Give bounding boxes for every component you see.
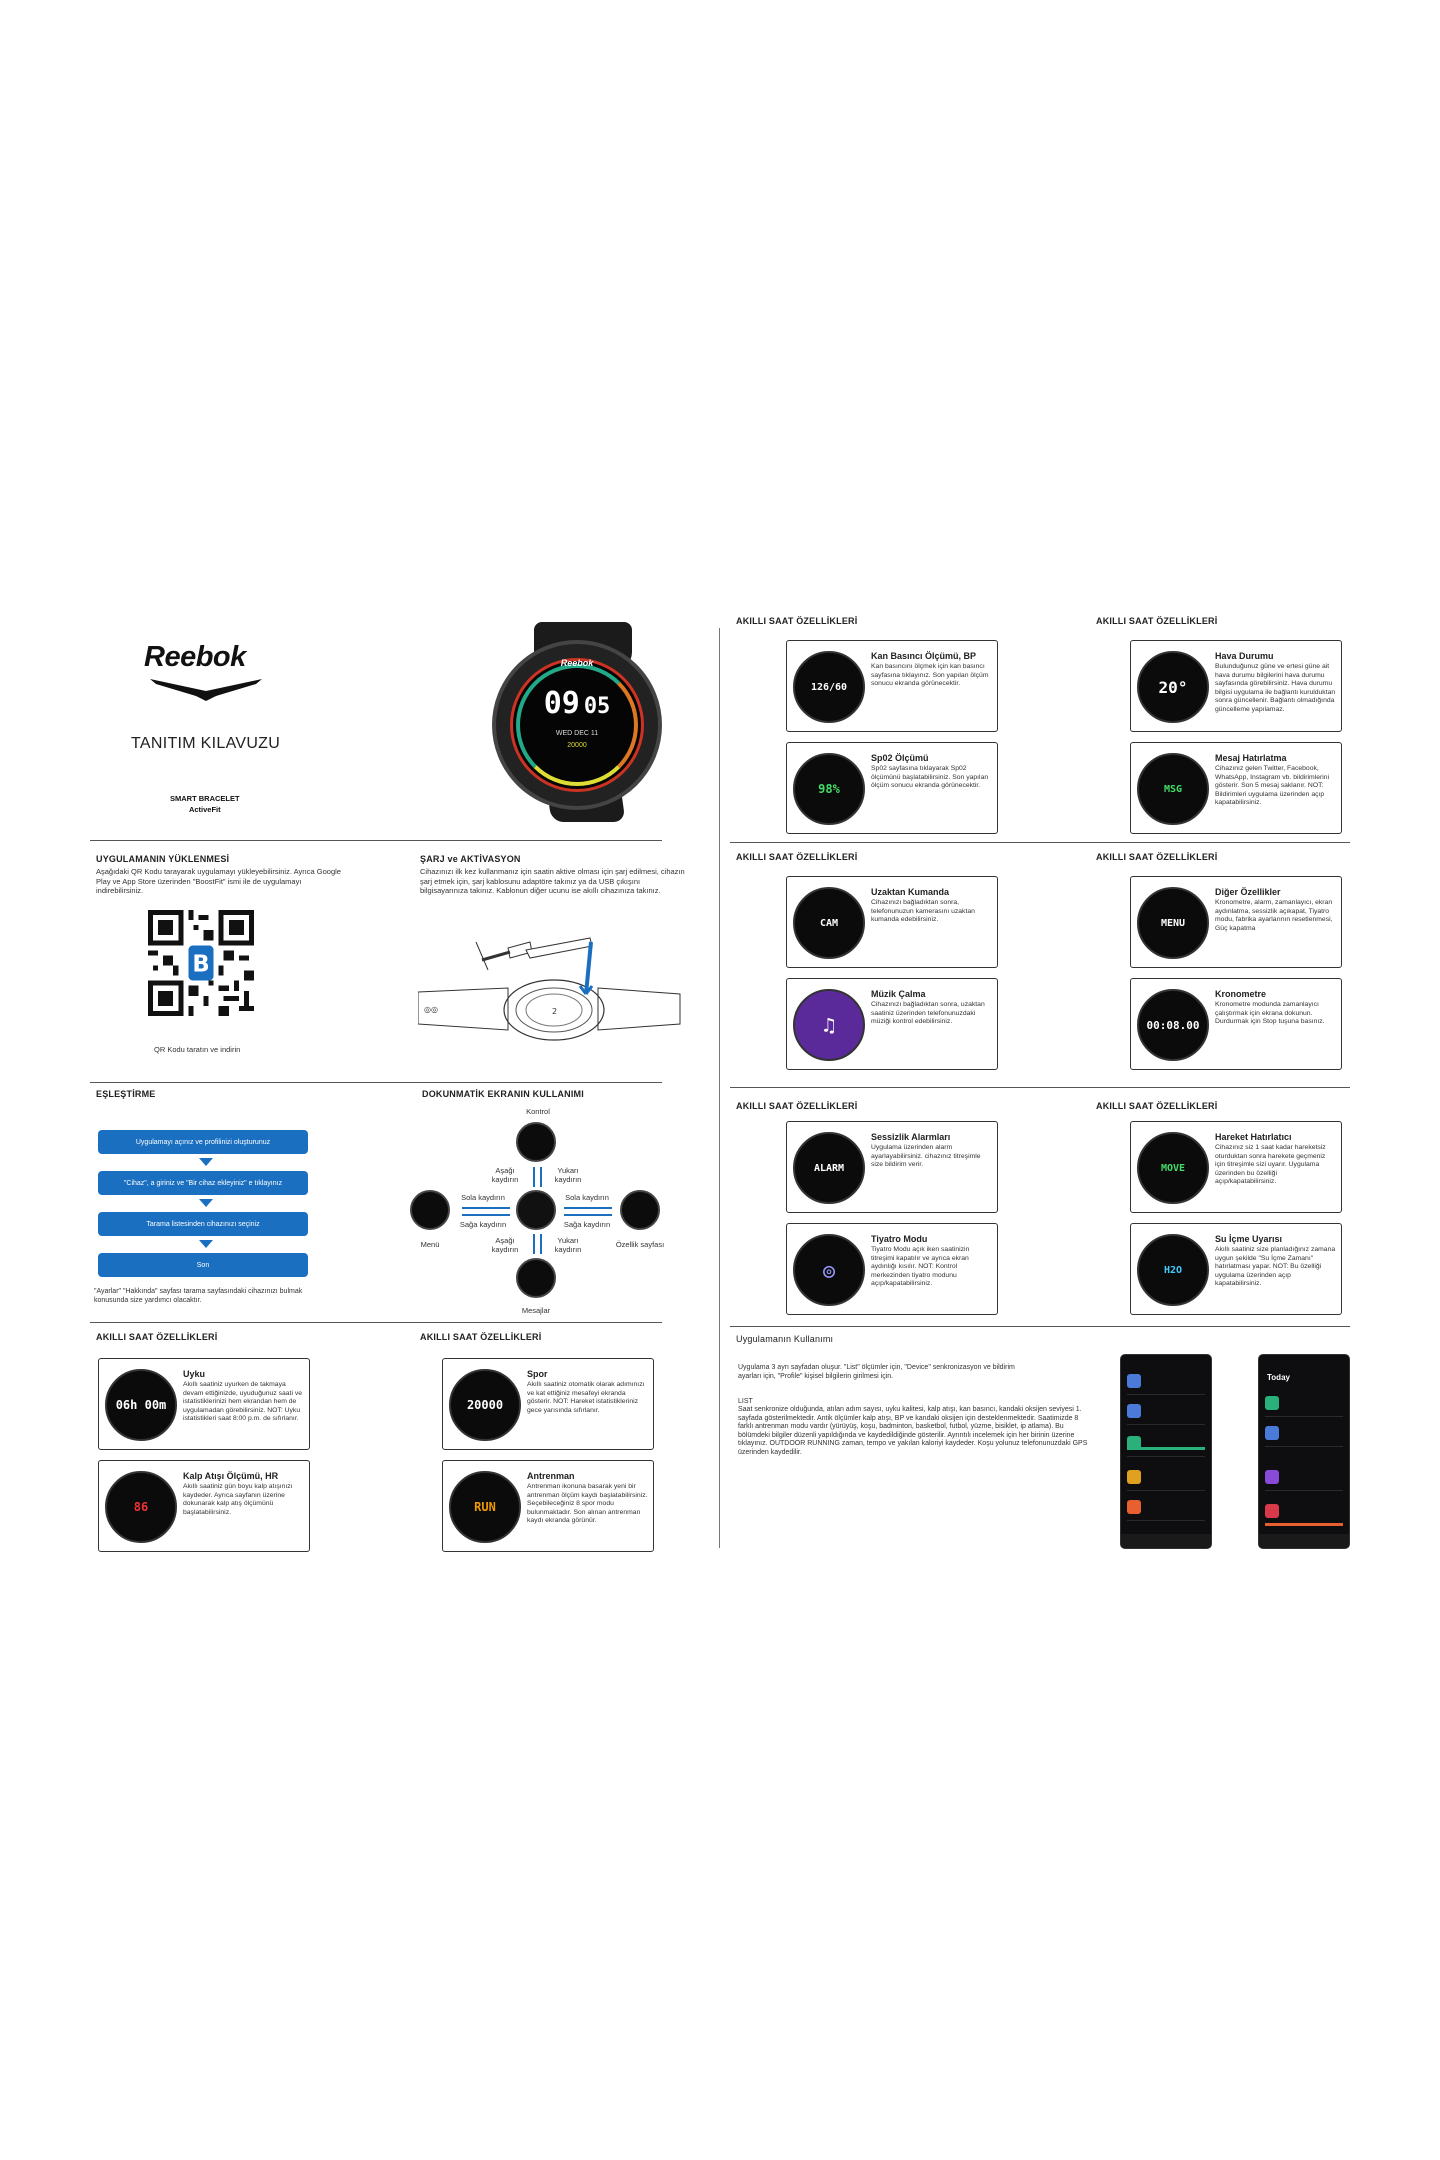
feature-card-move-reminder: MOVE Hareket Hatırlatıcı Cihazınız siz 1 saat kadar hareketsiz oturduktan sonra harekete geçmeniz için titreşimle sizi uyarır. Uygulama üzerinden bu özelliği açıp/kapatabilirsiniz. (1130, 1121, 1342, 1213)
label-mesajlar: Mesajlar (521, 1306, 551, 1315)
message-watch-face: MSG (1137, 753, 1209, 825)
feature-card-silent-alarm: ALARM Sessizlik Alarmları Uygulama üzerinden alarm ayarlayabilirsiniz. cihazınız titreşimle size bildirim verir. (786, 1121, 998, 1213)
page-spine (719, 628, 720, 1548)
label-asagi-1: Aşağı kaydırın (491, 1166, 519, 1184)
sport-watch-face: 20000 (449, 1369, 521, 1441)
pairing-step-3[interactable]: Tarama listesinden cihazınızı seçiniz (98, 1212, 308, 1236)
swipe-arrow-vertical (533, 1234, 535, 1254)
label-yukari-2: Yukarı kaydırın (554, 1236, 582, 1254)
svg-text:2: 2 (552, 1007, 558, 1016)
feature-card-spo2: 98% Sp02 Ölçümü Sp02 sayfasına tıklayarak Sp02 ölçümünü başlatabilirsiniz. Son yapılan ölçüm sonucu ekranda görünecektir. (786, 742, 998, 834)
watch-messages (516, 1258, 556, 1298)
pairing-step-1[interactable]: Uygulamayı açınız ve profilinizi oluşturunuz (98, 1130, 308, 1154)
label-sola-2: Sola kaydırın (565, 1193, 609, 1202)
reebok-vector-icon (144, 675, 268, 703)
today-title: Today (1267, 1373, 1290, 1382)
feature-card-other: MENU Diğer Özellikler Kronometre, alarm, zamanlayıcı, ekran aydınlatma, sessizlik açıkapat, Tiyatro modu, fabrika ayarlarının resetlenmesi, Güç kapatma (1130, 876, 1342, 968)
app-screenshot-today (1258, 1354, 1350, 1549)
feature-card-theater-mode: ◎ Tiyatro Modu Tiyatro Modu açık iken saatinizin titreşimi kapatılır ve ayrıca ekran aydınlığı kısılır. NOT: Kontrol merkezinden tiyatro modunu açıp/kapatabilirsiniz. (786, 1223, 998, 1315)
pairing-heading: EŞLEŞTİRME (96, 1089, 156, 1099)
swipe-arrow-horizontal (564, 1207, 612, 1209)
feature-card-weather: 20° Hava Durumu Bulunduğunuz güne ve ertesi güne ait hava durumu bilgilerini hava durumu sayfasında görebilirsiniz. Hava durumu bilgisi uygulama ile bağlantı kurulduktan sonra güncellenir. Bağlantı olmadığında güncelleme yapılamaz. (1130, 640, 1342, 732)
reebok-logo (144, 641, 268, 703)
water-watch-face: H2O (1137, 1234, 1209, 1306)
pairing-note: "Ayarlar" "Hakkında" sayfası tarama sayfasındaki cihazınızı bulmak konusunda size yardımcı olacaktır. (94, 1288, 303, 1304)
svg-text:B: B (192, 951, 210, 978)
camera-watch-face: CAM (793, 887, 865, 959)
watch-menu (410, 1190, 450, 1230)
feature-card-heart-rate: 86 Kalp Atışı Ölçümü, HR Akıllı saatiniz gün boyu kalp atışınızı kaydeder. Ayrıca sayfanın üzerine dokunarak kalp atış ölçümünü başlatabilirsiniz. (98, 1460, 310, 1552)
hero-brand: Reebok (560, 658, 594, 668)
feature-card-remote-camera: CAM Uzaktan Kumanda Cihazınızı bağladıktan sonra, telefonunuzun kamerasını uzaktan kumanda edebilirsiniz. (786, 876, 998, 968)
app-usage-list-title: LIST (738, 1398, 753, 1405)
training-watch-face: RUN (449, 1471, 521, 1543)
theater-watch-face: ◎ (793, 1234, 865, 1306)
label-saga-1: Sağa kaydırın (459, 1220, 507, 1229)
move-watch-face: MOVE (1137, 1132, 1209, 1204)
feature-card-blood-pressure: 126/60 Kan Basıncı Ölçümü, BP Kan basıncını ölçmek için kan basıncı sayfasına tıklayınız. Son yapılan ölçüm sonucu ekranda görünecektir. (786, 640, 998, 732)
heart-rate-watch-face: 86 (105, 1471, 177, 1543)
swipe-arrow-horizontal (564, 1214, 612, 1216)
hero-hour: 09 (543, 686, 580, 721)
hero-steps: 20000 (567, 742, 587, 749)
label-sola-1: Sola kaydırın (461, 1193, 505, 1202)
other-watch-face: MENU (1137, 887, 1209, 959)
install-heading: UYGULAMANIN YÜKLENMESİ (96, 854, 230, 864)
label-yukari-1: Yukarı kaydırın (554, 1166, 582, 1184)
swipe-arrow-horizontal (462, 1214, 510, 1216)
pairing-step-4[interactable]: Son (98, 1253, 308, 1277)
features-right-heading-2a: AKILLI SAAT ÖZELLİKLERİ (736, 852, 858, 862)
features-left-heading-2: AKILLI SAAT ÖZELLİKLERİ (420, 1332, 542, 1342)
app-usage-intro: Uygulama 3 ayrı sayfadan oluşur. "List" ölçümler için, "Device" senkronizasyon ve bildirim ayarları için, "Profile" kişisel bilgilerin girilmesi için. (738, 1364, 1015, 1380)
product-line: SMART BRACELET ActiveFit (170, 794, 240, 814)
swipe-arrow-horizontal (462, 1207, 510, 1209)
swipe-arrow-vertical (540, 1167, 542, 1187)
feature-card-stopwatch: 00:08.00 Kronometre Kronometre modunda zamanlayıcı çalıştırmak için ekrana dokunun. Durdurmak için Stop tuşuna basınız. (1130, 978, 1342, 1070)
pairing-step-2[interactable]: "Cihaz", a giriniz ve "Bir cihaz ekleyiniz" e tıklayınız (98, 1171, 308, 1195)
sleep-watch-face: 06h 00m (105, 1369, 177, 1441)
arrow-down-icon (199, 1158, 213, 1166)
manual-title: TANITIM KILAVUZU (131, 735, 281, 752)
features-right-heading-1a: AKILLI SAAT ÖZELLİKLERİ (736, 616, 858, 626)
bp-watch-face: 126/60 (793, 651, 865, 723)
features-right-heading-1b: AKILLI SAAT ÖZELLİKLERİ (1096, 616, 1218, 626)
app-screenshot-list (1120, 1354, 1212, 1549)
install-body: Aşağıdaki QR Kodu tarayarak uygulamayı yükleyebilirsiniz. Ayrıca Google Play ve App Store üzerinden "BoostFit" ismi ile de uygulamayı indirebilirsiniz. (96, 867, 341, 895)
hero-watch (486, 622, 682, 822)
label-asagi-2: Aşağı kaydırın (491, 1236, 519, 1254)
weather-watch-face: 20° (1137, 651, 1209, 723)
watch-feature-page (620, 1190, 660, 1230)
stopwatch-watch-face: 00:08.00 (1137, 989, 1209, 1061)
watch-control (516, 1122, 556, 1162)
feature-card-messages: MSG Mesaj Hatırlatma Cihazınız gelen Twitter, Facebook, WhatsApp, Instagram vb. bildirimlerini gösterir. Son 5 mesaj saklanır. NOT: Bildirimleri uygulama üzerinden açıp kapatabilirsiniz. (1130, 742, 1342, 834)
watch-home (516, 1190, 556, 1230)
feature-card-music: ♫ Müzik Çalma Cihazınızı bağladıktan sonra, uzaktan saatiniz üzerinden telefonunuzdaki müziği kontrol edebilirsiniz. (786, 978, 998, 1070)
feature-card-sport: 20000 Spor Akıllı saatiniz otomatik olarak adımınızı ve kat ettiğiniz mesafeyi ekranda gösterir. NOT: Hareket istatistikleriniz gece yarısında sıfırlanır. (442, 1358, 654, 1450)
feature-card-water-reminder: H2O Su İçme Uyarısı Akıllı saatiniz size planladığınız zamana uygun şekilde "Su İçme Zamanı" hatırlatması yapar. NOT: Bu özelliği uygulama üzerinden açıp kapatabilirsiniz. (1130, 1223, 1342, 1315)
arrow-down-icon (199, 1199, 213, 1207)
touch-heading: DOKUNMATİK EKRANIN KULLANIMI (422, 1089, 584, 1099)
features-right-heading-3b: AKILLI SAAT ÖZELLİKLERİ (1096, 1101, 1218, 1111)
hero-date: WED DEC 11 (555, 730, 599, 737)
qr-code-graphic (148, 910, 254, 1016)
label-saga-2: Sağa kaydırın (563, 1220, 611, 1229)
music-watch-face: ♫ (793, 989, 865, 1061)
charge-body: Cihazınızı ilk kez kullanmanız için saatin aktive olması için şarj edilmesi, cihazın şarj etmek için, şarj kablosunu adaptöre takınız ya da USB çıkışını bilgisayarınıza takınız. Kablonun diğer ucunu ise akıllı cihazınıza takınız. (420, 867, 685, 895)
label-menu: Menü (420, 1240, 440, 1249)
charging-illustration (418, 912, 682, 1054)
features-right-heading-2b: AKILLI SAAT ÖZELLİKLERİ (1096, 852, 1218, 862)
spo2-watch-face: 98% (793, 753, 865, 825)
label-kontrol: Kontrol (526, 1107, 550, 1116)
brand-name: Reebok (144, 641, 246, 673)
charge-heading: ŞARJ ve AKTİVASYON (420, 854, 521, 864)
features-left-heading-1: AKILLI SAAT ÖZELLİKLERİ (96, 1332, 218, 1342)
qr-code[interactable] (148, 910, 254, 1016)
label-ozellik: Özellik sayfası (615, 1240, 665, 1249)
swipe-arrow-vertical (533, 1167, 535, 1187)
features-right-heading-3a: AKILLI SAAT ÖZELLİKLERİ (736, 1101, 858, 1111)
feature-card-sleep: 06h 00m Uyku Akıllı saatiniz uyurken de takmaya devam ettiğinizde, uyuduğunuz saati ve istatistiklerinizi hem ekrandan hem de uygulamadan görebilirsiniz. NOT: Uyku istatistikleri saat 8:00 p.m. de sıfırlanır. (98, 1358, 310, 1450)
app-usage-list-body: Saat senkronize olduğunda, atılan adım sayısı, uyku kalitesi, kalp atışı, kan basıncı, kandaki oksijen seviyesi 1. sayfada gösterilmektedir. Antik ölçümler kalp atışı, BP ve kandaki oksijen için desteklenmektedir. Saatimizde 8 farklı antrenman modu vardır (yürüyüş, koşu, badminton, basketbol, futbol, yüzme, bisiklet, ip atlama). Bu bölümdeki bilgiler düzenli yapıldığında ve kaydedildiğinde gösterilir. Ayrıntılı incelemek için her birinin üzerine tıklayınız. OUTDOOR RUNNING zaman, tempo ve yakılan kaloriyi kaydeder. Koşu yolunuz telefonunuzdaki GPS üzerinden kaydedilir. (738, 1406, 1088, 1456)
hero-minute: 05 (583, 694, 611, 719)
app-usage-heading: Uygulamanın Kullanımı (736, 1334, 834, 1344)
alarm-watch-face: ALARM (793, 1132, 865, 1204)
arrow-down-icon (199, 1240, 213, 1248)
swipe-arrow-vertical (540, 1234, 542, 1254)
qr-caption: QR Kodu taratın ve indirin (154, 1045, 241, 1054)
feature-card-training: RUN Antrenman Antrenman ikonuna basarak yeni bir antrenman ölçüm kaydı başlatabilirsiniz. Seçebileceğiniz 8 spor modu bulunmaktadır. Son alınan antrenman kaydı ekranda görünür. (442, 1460, 654, 1552)
svg-text:◎◎: ◎◎ (424, 1005, 438, 1014)
